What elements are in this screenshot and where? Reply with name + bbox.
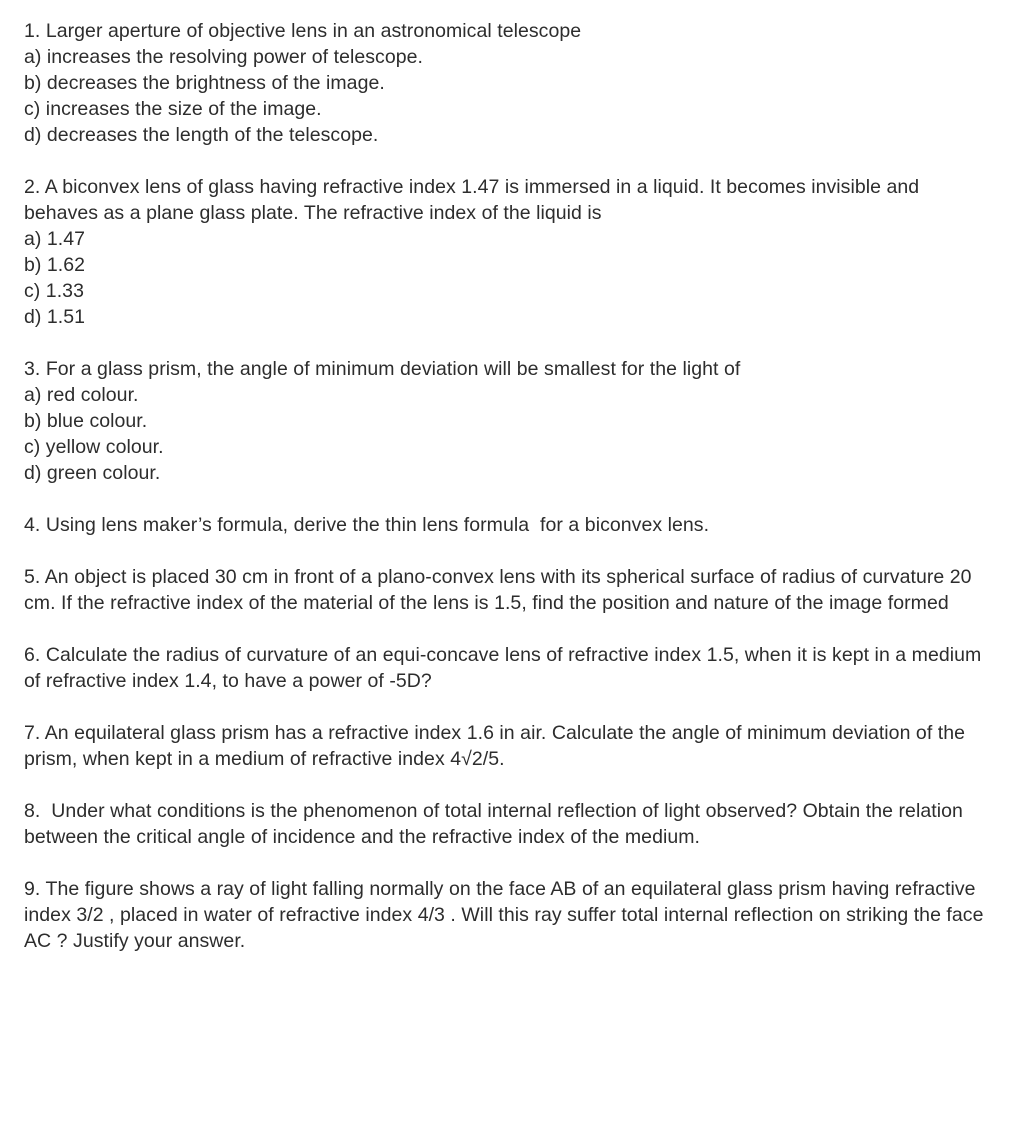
question-stem: 2. A biconvex lens of glass having refractive index 1.47 is immersed in a liquid. It becomes invisible and behaves as a plane glass plate. The refractive index of the liquid is [24,176,925,224]
question-option-a: a) red colour. [24,384,139,406]
question-block-4 [24,512,984,538]
question-stem: 8. Under what conditions is the phenomenon of total internal reflection of light observed? Obtain the relation between the critical angle of incidence and the refractive index of the medium. [24,800,969,848]
question-block-8 [24,798,984,850]
question-option-d: d) green colour. [24,462,161,484]
question-block-9 [24,876,988,954]
question-block-7 [24,720,984,772]
question-stem: 4. Using lens maker’s formula, derive the thin lens formula for a biconvex lens. [24,514,710,536]
question-stem: 1. Larger aperture of objective lens in an astronomical telescope [24,20,582,42]
question-block-2 [24,174,984,330]
question-stem: 5. An object is placed 30 cm in front of a plano-convex lens with its spherical surface of radius of curvature 20 cm. If the refractive index of the material of the lens is 1.5, find the position and nature of the image formed [24,566,978,614]
question-option-b: b) 1.62 [24,254,86,276]
question-stem: 3. For a glass prism, the angle of minimum deviation will be smallest for the light of [24,358,741,380]
question-option-a: a) increases the resolving power of telescope. [24,46,424,68]
question-block-5 [24,564,984,616]
question-stem: 6. Calculate the radius of curvature of an equi-concave lens of refractive index 1.5, when it is kept in a medium of refractive index 1.4, to have a power of -5D? [24,644,987,692]
question-option-a: a) 1.47 [24,228,86,250]
question-stem: 7. An equilateral glass prism has a refractive index 1.6 in air. Calculate the angle of minimum deviation of the prism, when kept in a medium of refractive index 4√2/5. [24,722,971,770]
question-block-1 [24,18,984,148]
question-option-c: c) increases the size of the image. [24,98,322,120]
question-option-d: d) 1.51 [24,306,86,328]
question-block-3 [24,356,984,486]
question-option-d: d) decreases the length of the telescope. [24,124,379,146]
question-block-6 [24,642,987,694]
question-stem: 9. The figure shows a ray of light falling normally on the face AB of an equilateral glass prism having refractive index 3/2 , placed in water of refractive index 4/3 . Will this ray suffer total internal reflection on striking the face AC ? Justify your answer. [24,878,988,952]
question-option-b: b) blue colour. [24,410,148,432]
question-option-c: c) 1.33 [24,280,84,302]
question-option-c: c) yellow colour. [24,436,164,458]
question-option-b: b) decreases the brightness of the image. [24,72,385,94]
